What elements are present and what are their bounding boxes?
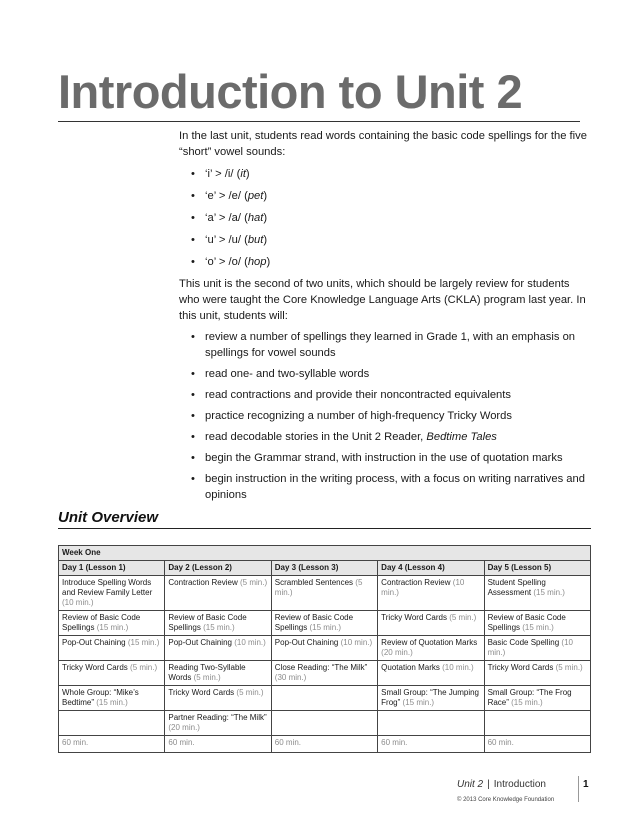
activity-cell (165, 711, 271, 736)
activity-row (59, 576, 591, 611)
activity-label: Whole Group: “Mike’s Bedtime” (62, 688, 139, 707)
activity-time: (5 min.) (236, 688, 264, 697)
goal-item: • begin the Grammar strand, with instruction in the use of quotation marks (179, 450, 591, 466)
vowel-item (179, 254, 591, 270)
total-cell: 60 min. (271, 736, 377, 753)
activity-label: Quotation Marks (381, 663, 440, 672)
activity-time: (10 min.) (62, 598, 94, 607)
vowel-item (179, 210, 591, 226)
activity-label: Reading Two-Syllable Words (168, 663, 246, 682)
activity-row (59, 686, 591, 711)
footer-unit: Unit 2 (457, 779, 484, 790)
activity-label: Review of Basic Code Spellings (62, 613, 141, 632)
activity-label: Small Group: “The Jumping Frog” (381, 688, 479, 707)
intro-content (179, 128, 591, 503)
page-number: 1 (583, 779, 589, 790)
activity-cell (378, 686, 484, 711)
activity-cell (484, 636, 590, 661)
goal-item: • practice recognizing a number of high-frequency Tricky Words (179, 408, 591, 424)
total-cell: 60 min. (165, 736, 271, 753)
total-cell: 60 min. (484, 736, 590, 753)
activity-label: Pop-Out Chaining (62, 638, 126, 647)
page-title: Introduction to Unit 2 (58, 65, 523, 118)
activity-label: Pop-Out Chaining (274, 638, 339, 647)
vowel-close: ) (245, 168, 250, 180)
activity-time: (5 min.) (240, 578, 268, 587)
activity-cell (484, 686, 590, 711)
copyright: © 2013 Core Knowledge Foundation (457, 797, 555, 803)
activity-time: (30 min.) (274, 673, 307, 682)
activity-time: (5 min.) (274, 578, 363, 597)
activity-label: Close Reading: “The Milk” (274, 663, 368, 672)
footer-divider (578, 776, 579, 802)
activity-cell (165, 611, 271, 636)
vowel-item (179, 166, 591, 182)
vowel-close: ) (263, 212, 268, 224)
vowel-example: but (247, 234, 264, 246)
activity-time: (5 min.) (193, 673, 221, 682)
page-footer (457, 779, 589, 790)
unit-overview-heading: Unit Overview (58, 509, 159, 526)
activity-time: (15 min.) (533, 588, 565, 597)
activity-row (59, 661, 591, 686)
activity-time: (15 min.) (511, 698, 543, 707)
vowel-item (179, 232, 591, 248)
vowel-spelling: ‘a’ > /a/ ( (205, 212, 248, 224)
activity-label: Student Spelling Assessment (487, 578, 546, 597)
total-cell: 60 min. (378, 736, 484, 753)
activity-label: Tricky Word Cards (168, 688, 235, 697)
title-rule (58, 121, 580, 122)
activity-row (59, 611, 591, 636)
activity-row (59, 636, 591, 661)
activity-cell (378, 661, 484, 686)
activity-label: Contraction Review (381, 578, 451, 587)
activity-cell (165, 661, 271, 686)
activity-cell (271, 711, 377, 736)
intro-paragraph: In the last unit, students read words containing the basic code spellings for the five “short” vowel sounds: (179, 130, 587, 158)
vowel-spelling: ‘u’ > /u/ ( (205, 234, 248, 246)
vowel-close: ) (263, 234, 268, 246)
activity-cell (271, 636, 377, 661)
activity-time: (10 min.) (234, 638, 266, 647)
activity-cell (59, 576, 165, 611)
activity-label: Pop-Out Chaining (168, 638, 232, 647)
goal-item: • review a number of spellings they learned in Grade 1, with an emphasis on spellings for vowel sounds (179, 329, 591, 361)
activity-cell (484, 576, 590, 611)
activity-cell (271, 611, 377, 636)
section-rule (58, 528, 591, 529)
activity-time: (5 min.) (130, 663, 158, 672)
activity-time: (10 min.) (487, 638, 573, 657)
activity-cell (59, 636, 165, 661)
activity-time: (15 min.) (402, 698, 435, 707)
day-header: Day 2 (Lesson 2) (165, 561, 271, 576)
activity-label: Contraction Review (168, 578, 238, 587)
activity-label: Introduce Spelling Words and Review Family Letter (62, 578, 153, 597)
activity-time: (20 min.) (381, 648, 413, 657)
activity-label: Tricky Word Cards (381, 613, 447, 622)
total-cell: 60 min. (59, 736, 165, 753)
activity-time: (15 min.) (309, 623, 342, 632)
activity-label: Review of Basic Code Spellings (274, 613, 354, 632)
second-paragraph: This unit is the second of two units, which should be largely review for students who were taught the Core Knowledge Language Arts (CKLA) program last year. In this unit, students will: (179, 278, 586, 322)
day-header: Day 3 (Lesson 3) (271, 561, 377, 576)
day-header: Day 1 (Lesson 1) (59, 561, 165, 576)
activity-time: (10 min.) (340, 638, 373, 647)
vowel-example: hop (247, 256, 267, 268)
vowel-list (179, 166, 591, 270)
activity-cell (271, 576, 377, 611)
activity-cell (484, 611, 590, 636)
goals-list (179, 329, 591, 503)
activity-time: (15 min.) (96, 698, 128, 707)
day-header: Day 5 (Lesson 5) (484, 561, 590, 576)
activity-time: (20 min.) (168, 723, 200, 732)
activity-label: Review of Basic Code Spellings (487, 613, 566, 632)
vowel-example: it (240, 168, 246, 180)
goal-reader-text: read decodable stories in the Unit 2 Reader, (205, 431, 427, 443)
activity-time: (5 min.) (555, 663, 583, 672)
activity-cell (59, 661, 165, 686)
activity-cell (165, 636, 271, 661)
reader-title: Bedtime Tales (426, 431, 497, 443)
activity-time: (10 min.) (442, 663, 474, 672)
footer-section: Introduction (493, 779, 546, 790)
vowel-spelling: ‘o’ > /o/ ( (205, 256, 248, 268)
activity-time: (10 min.) (381, 578, 465, 597)
goal-item (179, 429, 591, 445)
activity-time: (15 min.) (96, 623, 129, 632)
activity-cell (165, 576, 271, 611)
week-label: Week One (59, 546, 591, 561)
activity-rows (59, 576, 591, 736)
activity-cell (378, 636, 484, 661)
footer-separator: | (487, 779, 490, 790)
activity-label: Tricky Word Cards (62, 663, 128, 672)
activity-row (59, 711, 591, 736)
vowel-close: ) (263, 190, 268, 202)
activity-label: Scrambled Sentences (274, 578, 354, 587)
vowel-spelling: ‘e’ > /e/ ( (205, 190, 248, 202)
activity-time: (15 min.) (522, 623, 554, 632)
vowel-example: hat (247, 212, 264, 224)
activity-label: Review of Quotation Marks (381, 638, 478, 647)
activity-label: Partner Reading: “The Milk” (168, 713, 267, 722)
activity-time: (15 min.) (127, 638, 160, 647)
day-header-row (59, 561, 591, 576)
vowel-close: ) (266, 256, 271, 268)
activity-cell (484, 711, 590, 736)
activity-cell (59, 686, 165, 711)
activity-time: (5 min.) (449, 613, 477, 622)
activity-cell (378, 576, 484, 611)
vowel-example: pet (247, 190, 264, 202)
day-header: Day 4 (Lesson 4) (378, 561, 484, 576)
goal-item: • begin instruction in the writing process, with a focus on writing narratives and opinions (179, 471, 591, 503)
vowel-item (179, 188, 591, 204)
goal-item: • read contractions and provide their noncontracted equivalents (179, 387, 591, 403)
activity-label: Small Group: “The Frog Race” (487, 688, 572, 707)
goal-item: • read one- and two-syllable words (179, 366, 591, 382)
week-row (59, 546, 591, 561)
activity-cell (271, 686, 377, 711)
activity-cell (378, 711, 484, 736)
activity-cell (165, 686, 271, 711)
activity-label: Review of Basic Code Spellings (168, 613, 247, 632)
activity-cell (484, 661, 590, 686)
activity-cell (59, 611, 165, 636)
total-row (59, 736, 591, 753)
vowel-spelling: ‘i’ > /i/ ( (205, 168, 241, 180)
activity-cell (59, 711, 165, 736)
unit-overview-table (58, 545, 591, 753)
activity-cell (378, 611, 484, 636)
activity-label: Tricky Word Cards (487, 663, 554, 672)
activity-cell (271, 661, 377, 686)
activity-time: (15 min.) (203, 623, 235, 632)
activity-label: Basic Code Spelling (487, 638, 560, 647)
